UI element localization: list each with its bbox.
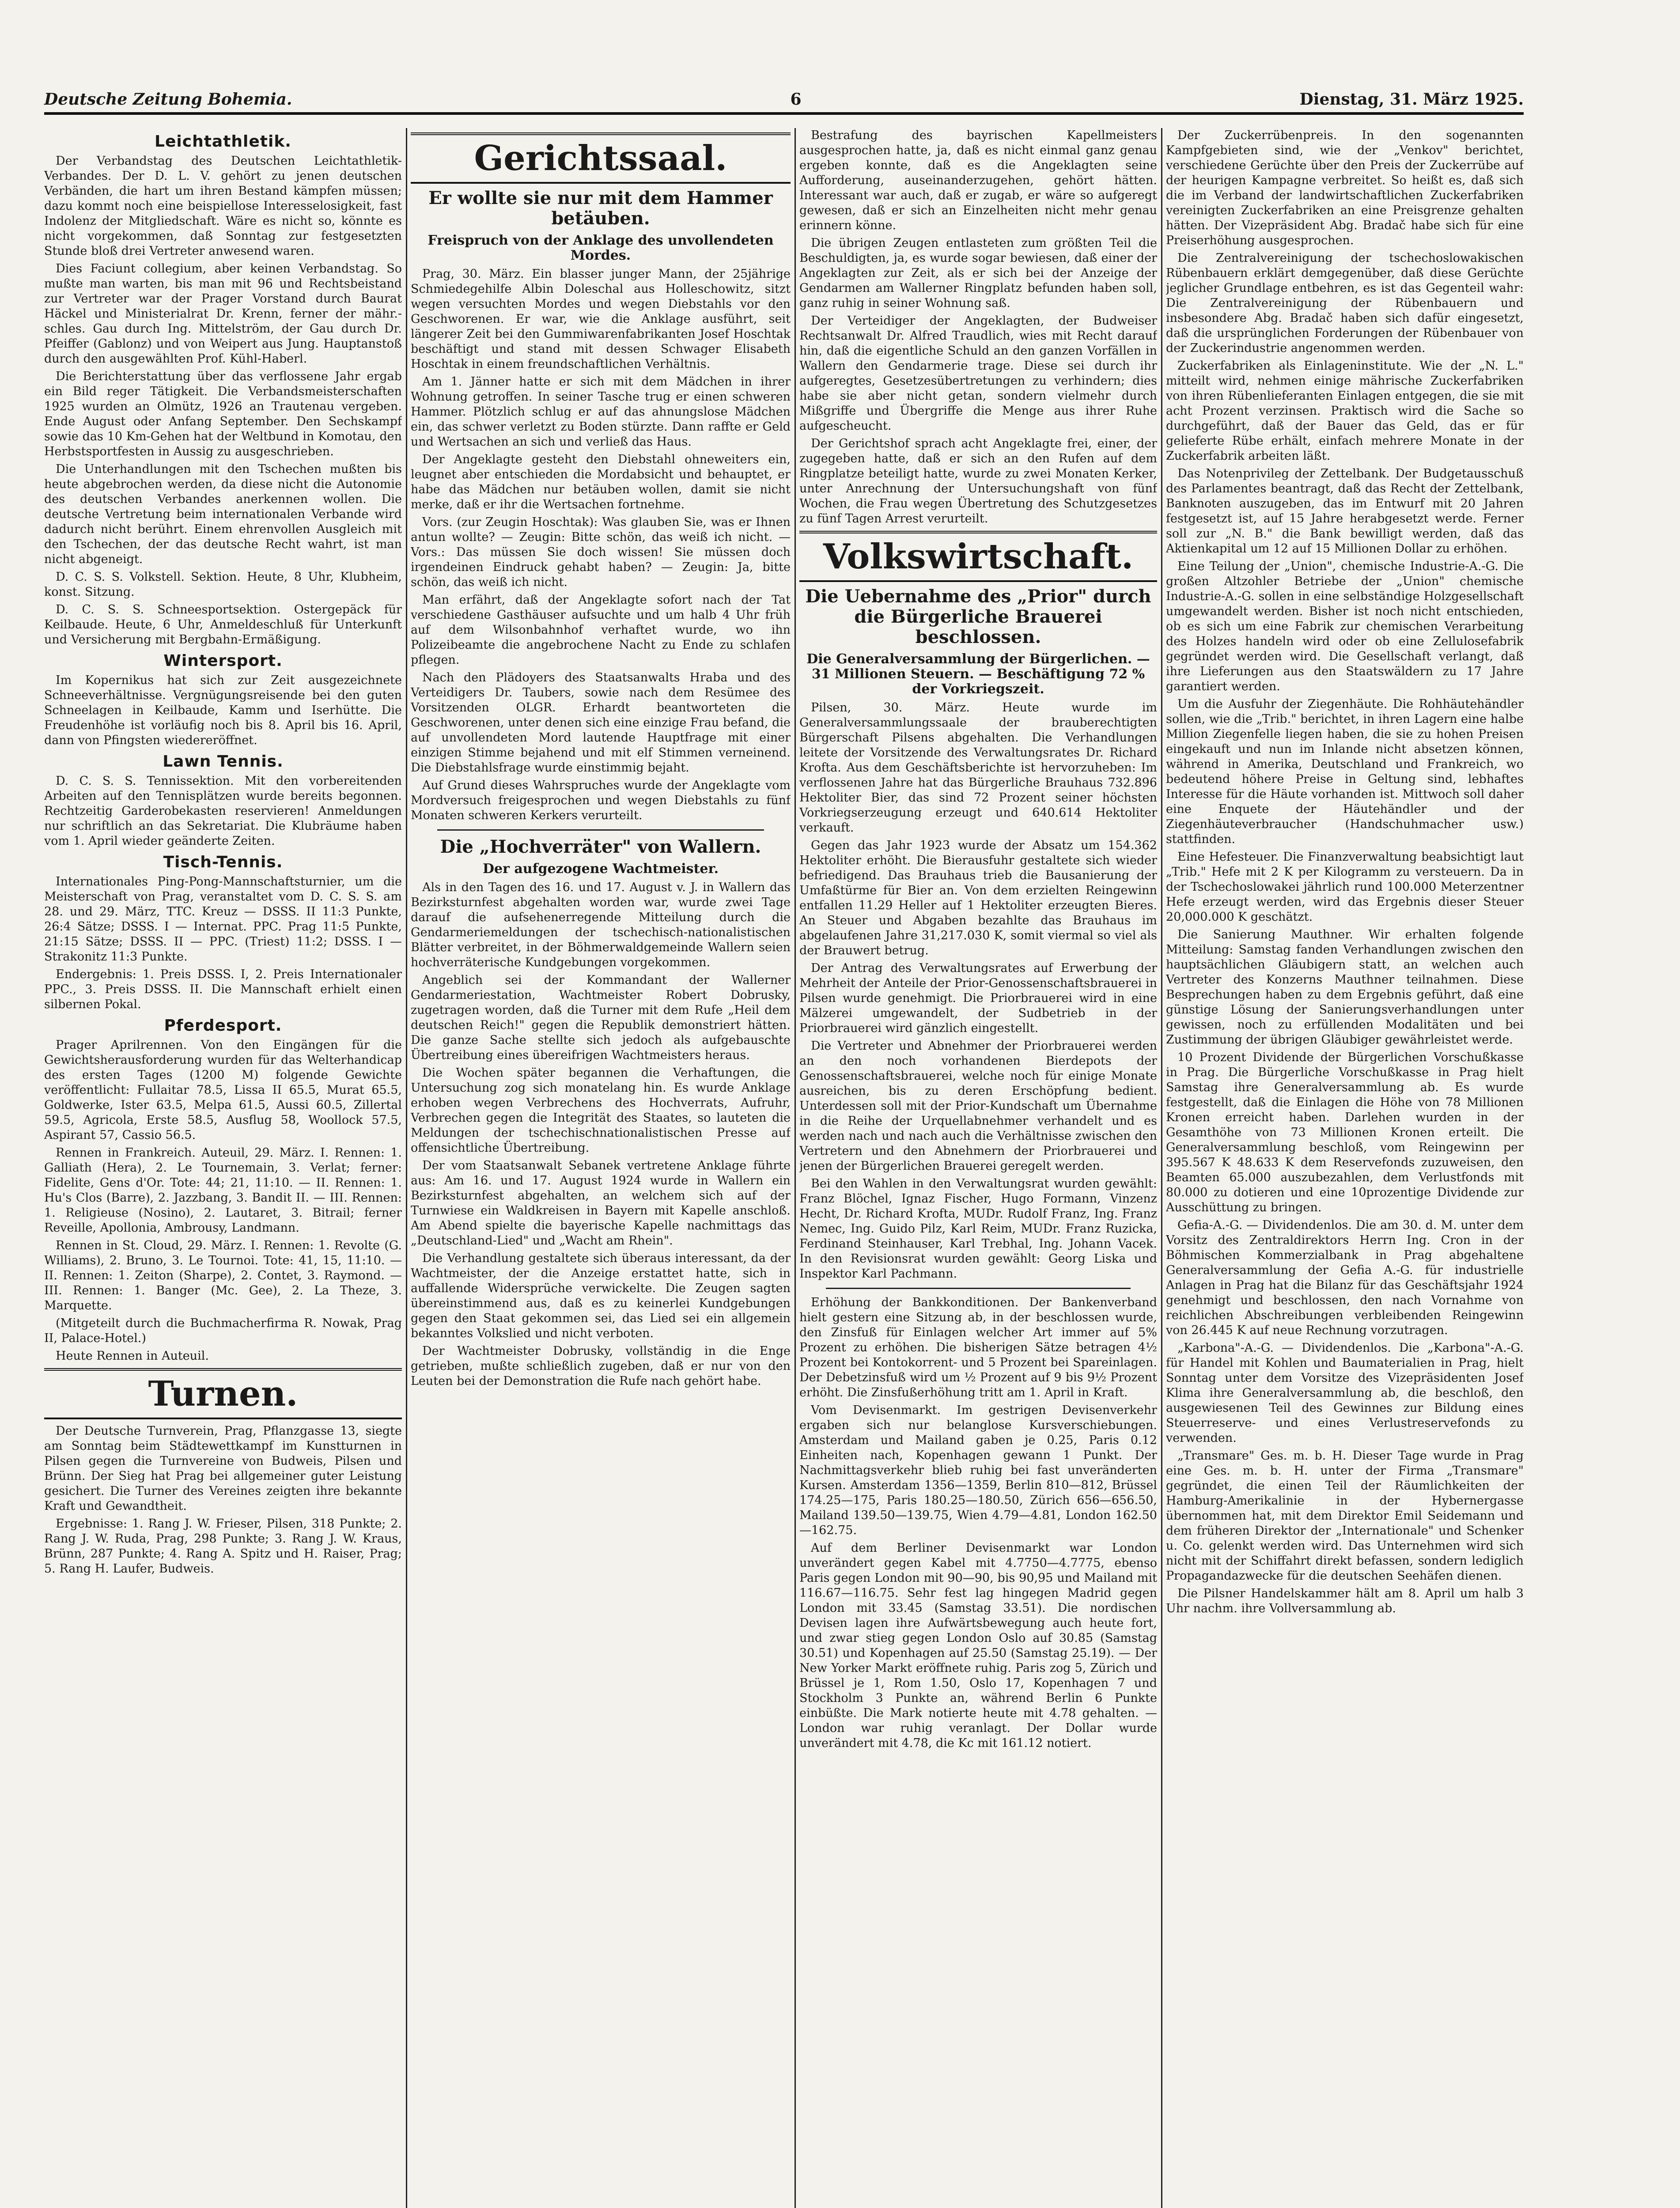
- article-text: Der Verteidiger der Angeklagten, der Budweiser Rechtsanwalt Dr. Alfred Traudlich, wies mit Recht darauf hin, daß die eigentliche Schuld an den ganzen Vorfällen in Wallern den Gendarmerie trage. Diese sei durch ihr aufgeregtes, Gesetzesübertretungen zu verhindern; dies habe sie aber nicht getan, sondern vielmehr durch Mißgriffe und Übergriffe die Menge aus ihrer Ruhe aufgescheucht.: [799, 314, 1157, 433]
- article-text: Der Gerichtshof sprach acht Angeklagte frei, einer, der zugegeben hatte, daß er sich an den Rufen auf dem Ringplatze beteiligt hatte, wurde zu zwei Monaten Kerker, unter Anrechnung der Untersuchungshaft von fünf Wochen, die Frau wegen Übertretung des Schutzgesetzes zu fünf Tagen Arrest verurteilt.: [799, 437, 1157, 526]
- column-rule: [406, 128, 411, 2208]
- article-text: Der Deutsche Turnverein, Prag, Pflanzgasse 13, siegte am Sonntag beim Städtewettkampf im Kunstturnen in Pilsen gegen die Turnvereine von Budweis, Pilsen und Brünn. Der Sieg hat Prag bei allgemeiner guter Leistung gesichert. Die Turner des Vereines zeigten ihre bekannte Kraft und Gewandtheit.: [44, 1424, 402, 1513]
- article-text: Gegen das Jahr 1923 wurde der Absatz um 154.362 Hektoliter erhöht. Die Bierausfuhr gestaltete sich wieder befriedigend. Das Brauhaus trieb die Bausanierung der Umfaßtürme für Bier an. Von dem erzielten Reingewinn entfallen 11.29 Heller auf 1 Hektoliter erzeugten Bieres. An Steuer und Abgaben bezahlte das Brauhaus im abgelaufenen Jahre 31,217.030 K, somit viermal so viel als der Brauwert betrug.: [799, 839, 1157, 957]
- article-text: Auf Grund dieses Wahrspruches wurde der Angeklagte vom Mordversuch freigesprochen und wegen Diebstahls zu fünf Monaten schweren Kerkers verurteilt.: [411, 779, 791, 822]
- article-text: Die übrigen Zeugen entlasteten zum größten Teil die Beschuldigten, ja, es wurde sogar bewiesen, daß einer der Angeklagten zur Zeit, als er sich bei der Anzeige der Gendarmen am Wallerner Ringplatz befunden haben soll, ganz ruhig in seiner Wohnung saß.: [799, 236, 1157, 310]
- article-text: Im Kopernikus hat sich zur Zeit ausgezeichnete Schneeverhältnisse. Vergnügungsreisende bei den guten Schneelagen in Keilbaude, Kamm und Iserhütte. Die Freudenhöhe ist vorläufig noch bis 8. April bis 16. April, dann von Pfingsten wiedereröffnet.: [44, 673, 402, 747]
- heading-gerichtssaal: Gerichtssaal.: [411, 132, 791, 184]
- article-text: Angeblich sei der Kommandant der Wallerner Gendarmeriestation, Wachtmeister Robert Dobrusky, zugetragen worden, daß die Turner mit dem Rufe „Heil dem deutschen Reich!" gegen die Republik demonstriert hätten. Die ganze Sache stellte sich jedoch als aufgebauschte Übertreibung eines übereifrigen Wachtmeisters heraus.: [411, 973, 791, 1062]
- article-text: Eine Teilung der „Union", chemische Industrie-A.-G. Die großen Altzohler Betriebe der „Union" chemische Industrie-A.-G. sollen in eine selbständige Holzgesellschaft umgewandelt werden. Bisher ist noch nicht entschieden, ob es sich um eine Fabrik zur chemischen Verarbeitung des Holzes handeln wird oder ob eine Zellulosefabrik gegründet werden wird. Die Gesellschaft verlangt, daß ihre Lieferungen aus den Staatswäldern zu 17 Jahre garantiert werden.: [1166, 560, 1524, 693]
- article-text: (Mitgeteilt durch die Buchmacherfirma R. Nowak, Prag II, Palace-Hotel.): [44, 1316, 402, 1345]
- article-text: D. C. S. S. Schneesportsektion. Ostergepäck für Keilbaude. Heute, 6 Uhr, Anmeldeschluß für Unterkunft und Versicherung mit Bergbahn-Ermäßigung.: [44, 603, 402, 647]
- article-text: Prager Aprilrennen. Von den Eingängen für die Gewichtsherausforderung wurden für das Welterhandicap des ersten Tages (1200 M) folgende Gewichte veröffentlicht: Fullaitar 78.5, Lissa II 65.5, Murat 65.5, Goldwerke, Ister 63.5, Melpa 61.5, Aussi 60.5, Zillertal 59.5, Agricola, Erste 58.5, Ausflug 58, Woollock 57.5, Aspirant 57, Cassio 56.5.: [44, 1038, 402, 1142]
- article-text: 10 Prozent Dividende der Bürgerlichen Vorschußkasse in Prag. Die Bürgerliche Vorschußkasse in Prag hielt Samstag ihre Generalversammlung ab. Es wurde festgestellt, daß die Einlagen die Höhe von 78 Millionen Kronen erreicht haben. Darlehen wurden in der Gesamthöhe von 73 Millionen Kronen erteilt. Die Generalversammlung beschloß, vom Reingewinn per 395.567 K 48.633 K dem Reservefonds zuzuweisen, den Beamten 65.000 auszubezahlen, dem Verlustfonds mit 80.000 zu dotieren und eine 10prozentige Dividende zur Ausschüttung zu bringen.: [1166, 1051, 1524, 1214]
- article-text: D. C. S. S. Volkstell. Sektion. Heute, 8 Uhr, Klubheim, konst. Sitzung.: [44, 570, 402, 599]
- article-text: D. C. S. S. Tennissektion. Mit den vorbereitenden Arbeiten auf den Tennisplätzen wurde bereits begonnen. Rechtzeitig Garderobekasten reservieren! Anmeldungen nur schriftlich an das Sekretariat. Die Klubräume haben vom 1. April wieder geänderte Zeiten.: [44, 774, 402, 848]
- article-text: Internationales Ping-Pong-Mannschaftsturnier, um die Meisterschaft von Prag, veranstaltet vom D. C. S. S. am 28. und 29. März, TTC. Kreuz — DSSS. II 11:3 Punkte, 26:4 Sätze; DSSS. I — Internat. PPC. Prag 11:5 Punkte, 21:15 Sätze; DSSS. II — PPC. (Triest) 11:2; DSSS. I — Strakonitz 11:3 Punkte.: [44, 875, 402, 964]
- column-4: [1166, 128, 1524, 2208]
- article-text: Bestrafung des bayrischen Kapellmeisters ausgesprochen hatte, ja, daß es nicht einmal ganz genau ergeben konnte, daß es die Angeklagten seine Aufforderung, auseinanderzugehen, gehört hätten. Interessant war auch, daß er zugab, er wäre so aufgeregt gewesen, daß er sich an Einzelheiten nicht mehr genau erinnern könne.: [799, 129, 1157, 232]
- heading-turnen: Turnen.: [44, 1368, 402, 1419]
- article-text: Heute Rennen in Auteuil.: [56, 1349, 209, 1363]
- heading-wintersport: Wintersport.: [163, 652, 283, 670]
- article-text: Dies Faciunt collegium, aber keinen Verbandstag. So mußte man warten, bis man mit 96 und Rechtsbeistand zur Vertreter war der Prager Vorstand durch Baurat Häckel und Ministerialrat Dr. Krenn, ferner der mähr.-schles. Gau durch Ing. Mittelström, der Gau durch Dr. Pfeiffer (Gablonz) und von Weipert aus Jung. Hauptanstoß durch den ausgewählten Prof. Kühl-Haberl.: [44, 262, 402, 366]
- divider: [437, 829, 764, 831]
- article-text: Am 1. Jänner hatte er sich mit dem Mädchen in ihrer Wohnung getroffen. In seiner Tasche trug er einen schweren Hammer. Plötzlich schlug er auf das ahnungslose Mädchen ein, das schwer verletzt zu Boden stürzte. Dann raffte er Geld und Wertsachen an sich und verließ das Haus.: [411, 375, 791, 449]
- article-subheadline: Der aufgezogene Wachtmeister.: [482, 861, 719, 877]
- article-text: Rennen in St. Cloud, 29. März. I. Rennen: 1. Revolte (G. Williams), 2. Bruno, 3. Le Tournoi. Tote: 41, 15, 11:10. — II. Rennen: 1. Zeiton (Sharpe), 2. Contet, 3. Raymond. — III. Rennen: 1. Banger (Mc. Gee), 2. La Theze, 3. Marquette.: [44, 1239, 402, 1312]
- column-2: [411, 128, 791, 2208]
- article-text: Eine Hefesteuer. Die Finanzverwaltung beabsichtigt laut „Trib." Hefe mit 2 K per Kilogramm zu versteuern. Da in der Tschechoslowakei jährlich rund 100.000 Meterzentner Hefe erzeugt werden, wird das Ergebnis dieser Steuer 20,000.000 K geschätzt.: [1166, 850, 1524, 924]
- article-text: Der Zuckerrübenpreis. In den sogenannten Kampfgebieten sind, wie der „Venkov" berichtet, verschiedene Gerüchte über den Preis der Zuckerrübe auf der heurigen Kampagne verbreitet. So heißt es, daß sich die im Verband der landwirtschaftlichen Zuckerfabriken vereinigten Zuckerfabriken an eine Preisgrenze gehalten hätten. Der Vizepräsident Abg. Bradač habe sich für eine Preiserhöhung ausgesprochen.: [1166, 129, 1524, 247]
- heading-leichtathletik: Leichtathletik.: [155, 132, 291, 151]
- article-text: Gefia-A.-G. — Dividendenlos. Die am 30. d. M. unter dem Vorsitz des Zentraldirektors Herrn Ing. Cron in der Böhmischen Kommerzialbank in Prag abgehaltene Generalversammlung der Gefia A.-G. für industrielle Anlagen in Prag hat die Bilanz für das Geschäftsjahr 1924 genehmigt und beschlossen, den nach Vornahme von reichlichen Abschreibungen verbleibenden Reingewinn von 26.445 K auf neue Rechnung vorzutragen.: [1166, 1218, 1524, 1337]
- article-text: Die Unterhandlungen mit den Tschechen mußten bis heute abgebrochen werden, da diese nicht die Autonomie des deutschen Verbandes anerkennen wollen. Die deutsche Vertretung beim internationalen Verbande wird dadurch nicht berührt. Einem ehrenvollen Ausgleich mit den Tschechen, der das deutsche Recht wahrt, ist man nicht abgeneigt.: [44, 462, 402, 566]
- page-number: 6: [790, 90, 802, 109]
- article-text: Die Pilsner Handelskammer hält am 8. April um halb 3 Uhr nachm. ihre Vollversammlung ab.: [1166, 1587, 1524, 1615]
- heading-pferdesport: Pferdesport.: [164, 1017, 282, 1035]
- article-text: Der Antrag des Verwaltungsrates auf Erwerbung der Mehrheit der Anteile der Prior-Genossenschaftsbrauerei in Pilsen wurde genehmigt. Die Priorbrauerei wird in eine Mälzerei umgewandelt, der Sudbetrieb in der Priorbrauerei wird gänzlich eingestellt.: [799, 961, 1157, 1035]
- article-subheadline: Die Generalversammlung der Bürgerlichen. — 31 Millionen Steuern. — Beschäftigung 72 % der Vorkriegszeit.: [806, 651, 1150, 697]
- article-text: Nach den Plädoyers des Staatsanwalts Hraba und des Verteidigers Dr. Taubers, sowie nach dem Resümee des Vorsitzenden OLGR. Erhardt beantworteten die Geschworenen, unter denen sich eine einzige Frau befand, die auf unvollendeten Mord lautende Hauptfrage mit einer einzigen Stimme bejahend und mit elf Stimmen verneinend. Die Diebstahlsfrage wurde einstimmig bejaht.: [411, 671, 791, 775]
- article-text: Endergebnis: 1. Preis DSSS. I, 2. Preis Internationaler PPC., 3. Preis DSSS. II. Die Mannschaft erhielt einen silbernen Pokal.: [44, 968, 402, 1011]
- divider: [826, 1288, 1131, 1289]
- article-text: „Karbona"-A.-G. — Dividendenlos. Die „Karbona"-A.-G. für Handel mit Kohlen und Baumaterialien in Prag, hielt Sonntag unter dem Vorsitze des Vizepräsidenten Josef Klima ihre Generalversammlung ab, die beschloß, den ausgewiesenen Teil des Gewinnes zur Bildung eines Steuerreserve- und eines Verlustreservefonds zu verwenden.: [1166, 1341, 1524, 1445]
- article-text: Die Verhandlung gestaltete sich überaus interessant, da der Wachtmeister, der die Anzeige erstattet hatte, sich in auffallende Widersprüche verwickelte. Die Zeugen sagten übereinstimmend aus, daß es zu keinerlei Kundgebungen gegen den Staat gekommen sei, das Lied sei ein allgemein bekanntes Volkslied und nicht verboten.: [411, 1251, 791, 1340]
- column-3: [799, 128, 1157, 2208]
- article-text: Die Vertreter und Abnehmer der Priorbrauerei werden an den noch vorhandenen Bierdepots der Genossenschaftsbrauerei, welche noch für einige Monate ausreichen, bis zu deren Erschöpfung bedient. Unterdessen soll mit der Prior-Kundschaft um Übernahme in die Reihe der Urquellabnehmer verhandelt und es werden nach und nach auch die Verhältnisse zwischen den Vertretern und den Abnehmern der Priorbrauerei und jenen der Bürgerlichen Brauerei geregelt werden.: [799, 1039, 1157, 1173]
- article-text: Erhöhung der Bankkonditionen. Der Bankenverband hielt gestern eine Sitzung ab, in der beschlossen wurde, den Zinsfuß für Einlagen welcher Art immer auf 5% Prozent zu erhöhen. Die bisherigen Sätze betragen 4½ Prozent bei Kontokorrent- und 5 Prozent bei Spareinlagen. Der Debetzinsfuß wird um ½ Prozent auf 9 bis 9½ Prozent erhöht. Die Zinsfußerhöhung tritt am 1. April in Kraft.: [799, 1296, 1157, 1399]
- article-text: Rennen in Frankreich. Auteuil, 29. März. I. Rennen: 1. Galliath (Hera), 2. Le Tournemain, 3. Verlat; ferner: Fidelite, Gens d'Or. Tote: 44; 21, 11:10. — II. Rennen: 1. Hu's Clos (Barre), 2. Jazzbang, 3. Bandit II. — III. Rennen: 1. Religieuse (Nosino), 2. Lautaret, 3. Bitrail; ferner Reveille, Apollonia, Ambrousy, Landmann.: [44, 1146, 402, 1235]
- heading-lawn-tennis: Lawn Tennis.: [163, 752, 284, 771]
- article-text: Die Berichterstattung über das verflossene Jahr ergab ein Bild reger Tätigkeit. Die Verbandsmeisterschaften 1925 wurden an Olmütz, 1926 an Trautenau vergeben. Ende August oder Anfang September. Den Sechskampf sowie das 10 Km-Gehen hat der Weltbund in Komotau, den Herbstsportfesten in Aussig zu ausgeschrieben.: [44, 370, 402, 458]
- article-headline: Die „Hochverräter" von Wallern.: [440, 836, 761, 857]
- article-text: Der vom Staatsanwalt Sebanek vertretene Anklage führte aus: Am 16. und 17. August 1924 wurde in Wallern ein Bezirksturnfest abgehalten, an welchem sich auf der Turnwiese ein Waldkreisen in Bayern mit Kapelle anschloß. Am Abend spielte die bayerische Kapelle nachmittags das „Deutschland-Lied" und „Wacht am Rhein".: [411, 1159, 791, 1248]
- article-headline: Die Uebernahme des „Prior" durch die Bürgerliche Brauerei beschlossen.: [805, 586, 1151, 647]
- article-subheadline: Freispruch von der Anklage des unvollendeten Mordes.: [428, 233, 774, 263]
- article-text: Pilsen, 30. März. Heute wurde im Generalversammlungssaale der brauberechtigten Bürgerschaft Pilsens abgehalten. Die Verhandlungen leitete der Vorsitzende des Verwaltungsrates Dr. Richard Krofta. Aus dem Geschäftsberichte ist hervorzuheben: Im verflossenen Jahre hat das Bürgerliche Brauhaus 732.896 Hektoliter Bier, das sind 72 Prozent seiner höchsten Vorkriegserzeugung erzeugt und 640.614 Hektoliter verkauft.: [799, 701, 1157, 835]
- article-text: Man erfährt, daß der Angeklagte sofort nach der Tat verschiedene Gasthäuser aufsuchte und um halb 4 Uhr früh auf dem Wilsonbahnhof verhaftet wurde, wo ihn Polizeibeamte die angebrochene Nacht zu Ende zu schlafen pflegen.: [411, 593, 791, 667]
- article-text: Vom Devisenmarkt. Im gestrigen Devisenverkehr ergaben sich nur belanglose Kursverschiebungen. Amsterdam und Mailand gaben je 0.25, Paris 0.12 Einheiten nach, Kopenhagen gewann 1 Punkt. Der Nachmittagsverkehr blieb ruhig bei fast unveränderten Kursen. Amsterdam 1356—1359, Berlin 810—812, Brüssel 174.25—175, Paris 180.25—180.50, Zürich 656—656.50, Mailand 139.50—139.75, Wien 4.79—4.81, London 162.50—162.75.: [799, 1403, 1157, 1537]
- heading-volkswirtschaft: Volkswirtschaft.: [799, 531, 1157, 582]
- article-text: Auf dem Berliner Devisenmarkt war London unverändert gegen Kabel mit 4.7750—4.7775, ebenso Paris gegen London mit 90—90, bis 90,95 und Mailand mit 116.67—116.75. Sehr fest lag hingegen Madrid gegen London mit 33.45 (Samstag 33.51). Die nordischen Devisen lagen ihre Aufwärtsbewegung auch heute fort, und zwar stieg gegen London Oslo auf 30.85 (Samstag 30.51) und Kopenhagen auf 25.50 (Samstag 25.19). — Der New Yorker Markt eröffnete ruhig. Paris zog 5, Zürich und Brüssel je 1, Rom 1.50, Oslo 17, Kopenhagen 7 und Stockholm 3 Punkte an, während Berlin 6 Punkte einbüßte. Die Mark notierte heute mit 4.78 gehalten. — London war ruhig veranlagt. Der Dollar wurde unverändert mit 4.78, die Kc mit 161.12 notiert.: [799, 1541, 1157, 1750]
- masthead: [44, 88, 1524, 115]
- article-text: Bei den Wahlen in den Verwaltungsrat wurden gewählt: Franz Blöchel, Ignaz Fischer, Hugo Formann, Vinzenz Hecht, Dr. Richard Krofta, MUDr. Rudolf Franz, Ing. Franz Nemec, Ing. Guido Pilz, Karl Reim, MUDr. Franz Ruzicka, Ferdinand Steinhauser, Karl Trebhal, Ing. Johann Vacek. In den Revisionsrat wurden gewählt: Georg Liska und Inspektor Karl Pachmann.: [799, 1177, 1157, 1281]
- column-1: [44, 128, 402, 2208]
- issue-date: Dienstag, 31. März 1925.: [1299, 90, 1524, 109]
- article-text: Die Wochen später begannen die Verhaftungen, die Untersuchung zog sich monatelang hin. Es wurde Anklage erhoben wegen Verbrechens des Hochverrats, Aufruhr, Verbrechen gegen die Integrität des Staates, so lauteten die Meldungen der tschechischnationalistischen Presse auf offensichtliche Übertreibung.: [411, 1066, 791, 1155]
- article-text: Um die Ausfuhr der Ziegenhäute. Die Rohhäutehändler sollen, wie die „Trib." berichtet, in ihren Lagern eine halbe Million Ziegenfelle liegen haben, die sie zu hohen Preisen eingekauft und nun im Inlande nicht absetzen können, während in Amerika, Deutschland und Frankreich, wo bedeutend höhere Preise in Geltung sind, lebhaftes Interesse für die Häute vorhanden ist. Mittwoch soll daher eine Enquete der Häutehändler und der Ziegenhäuteverbraucher (Handschuhmacher usw.) stattfinden.: [1166, 697, 1524, 846]
- column-rule: [795, 128, 799, 2208]
- article-text: Der Angeklagte gesteht den Diebstahl ohneweiters ein, leugnet aber entschieden die Mordabsicht und behauptet, er habe das Mädchen nur betäuben wollen, damit sie nicht merke, daß er ihr die Wertsachen fortnehme.: [411, 453, 791, 511]
- heading-tisch-tennis: Tisch-Tennis.: [163, 853, 283, 871]
- columns: [44, 128, 1524, 2208]
- article-text: Ergebnisse: 1. Rang J. W. Frieser, Pilsen, 318 Punkte; 2. Rang J. W. Ruda, Prag, 298 Punkte; 3. Rang J. W. Kraus, Brünn, 287 Punkte; 4. Rang A. Spitz und H. Raiser, Prag; 5. Rang H. Laufer, Budweis.: [44, 1517, 402, 1576]
- article-text: Der Wachtmeister Dobrusky, vollständig in die Enge getrieben, mußte schließlich zugeben, daß er nur von den Leuten bei der Demonstration die Rufe nach gehört habe.: [411, 1344, 791, 1388]
- article-text: Als in den Tagen des 16. und 17. August v. J. in Wallern das Bezirksturnfest abgehalten worden war, wurde zwei Tage darauf die aufsehenerregende Mitteilung durch die Gendarmeriemeldungen der tschechisch-nationalistischen Blätter verbreitet, in der Böhmerwaldgemeinde Wallern seien hochverräterische Kundgebungen vorgekommen.: [411, 881, 791, 969]
- article-headline: Er wollte sie nur mit dem Hammer betäuben.: [428, 188, 773, 229]
- newspaper-page: [44, 88, 1524, 2208]
- article-text: „Transmare" Ges. m. b. H. Dieser Tage wurde in Prag eine Ges. m. b. H. unter der Firma „Transmare" gegründet, die einen Teil der Räumlichkeiten der Hamburg-Amerikalinie in der Hybernergasse übernommen hat, mit dem Direktor Emil Seidemann und dem früheren Direktor der „Internationale" und Schenker u. Co. gelenkt werden wird. Das Unternehmen wird sich nicht mit der Schiffahrt direkt befassen, sondern lediglich Propagandazwecke für die deutschen Seehäfen dienen.: [1166, 1449, 1524, 1583]
- article-text: Der Verbandstag des Deutschen Leichtathletik-Verbandes. Der D. L. V. gehört zu jenen deutschen Verbänden, die hart um ihren Bestand kämpfen müssen; dazu kommt noch eine beispiellose Interesselosigkeit, fast Indolenz der Mitgliedschaft. Wäre es nicht so, könnte es nicht vorgekommen, daß Sonntag zur festgesetzten Stunde bloß drei Vertreter anwesend waren.: [44, 154, 402, 258]
- article-text: Vors. (zur Zeugin Hoschtak): Was glauben Sie, was er Ihnen antun wollte? — Zeugin: Bitte schön, das weiß ich nicht. — Vors.: Das müssen Sie doch wissen! Sie müssen doch irgendeinen Eindruck gehabt haben? — Zeugin: Ja, bitte schön, das weiß ich nicht.: [411, 515, 791, 589]
- article-text: Zuckerfabriken als Einlageninstitute. Wie der „N. L." mitteilt wird, nehmen einige mährische Zuckerfabriken von ihren Rübenlieferanten Einlagen entgegen, die sie mit acht Prozent verzinsen. Praktisch wird die Sache so durchgeführt, daß der Bauer das Geld, das er für gelieferte Rübe erhält, einfach mehrere Monate in der Zuckerfabrik arbeiten läßt.: [1166, 359, 1524, 463]
- article-text: Die Zentralvereinigung der tschechoslowakischen Rübenbauern erklärt demgegenüber, daß diese Gerüchte jeglicher Grundlage entbehren, es ist das Gegenteil wahr: Die Zentralvereinigung der Rübenbauern und insbesondere Abg. Bradač haben sich dafür eingesetzt, daß die ursprünglichen Forderungen der Rübenbauer von der Zuckerindustrie angenommen werden.: [1166, 251, 1524, 355]
- article-text: Die Sanierung Mauthner. Wir erhalten folgende Mitteilung: Samstag fanden Verhandlungen zwischen den hauptsächlichen Gläubigern statt, an welchen auch Vertreter des Konzerns Mauthner teilnahmen. Diese Besprechungen haben zu dem Ergebnis geführt, daß eine günstige Lösung der Sanierungsverhandlungen unter gewissen, noch zu erfüllenden Modalitäten und bei Zustimmung der übrigen Gläubiger gewährleistet werde.: [1166, 928, 1524, 1047]
- column-rule: [1161, 128, 1166, 2208]
- article-text: Das Notenprivileg der Zettelbank. Der Budgetausschuß des Parlamentes beantragt, daß das Recht der Zettelbank, Banknoten auszugeben, das im Entwurf mit 20 Jahren festgesetzt ist, auf 15 Jahre herabgesetzt werde. Ferner soll zur „N. B." die Bank bewilligt werden, daß das Aktienkapital um 12 auf 15 Millionen Dollar zu erhöhen.: [1166, 467, 1524, 556]
- article-text: Prag, 30. März. Ein blasser junger Mann, der 25jährige Schmiedegehilfe Albin Doleschal aus Holleschowitz, sitzt wegen versuchten Mordes und wegen Diebstahls vor den Geschworenen. Er war, wie die Anklage ausführt, seit längerer Zeit bei den Gummiwarenfabrikanten Josef Hoschtak beschäftigt und stand mit dessen Schwager Elisabeth Hoschtak in einem freundschaftlichen Verhältnis.: [411, 267, 791, 371]
- paper-name: Deutsche Zeitung Bohemia.: [44, 90, 292, 109]
